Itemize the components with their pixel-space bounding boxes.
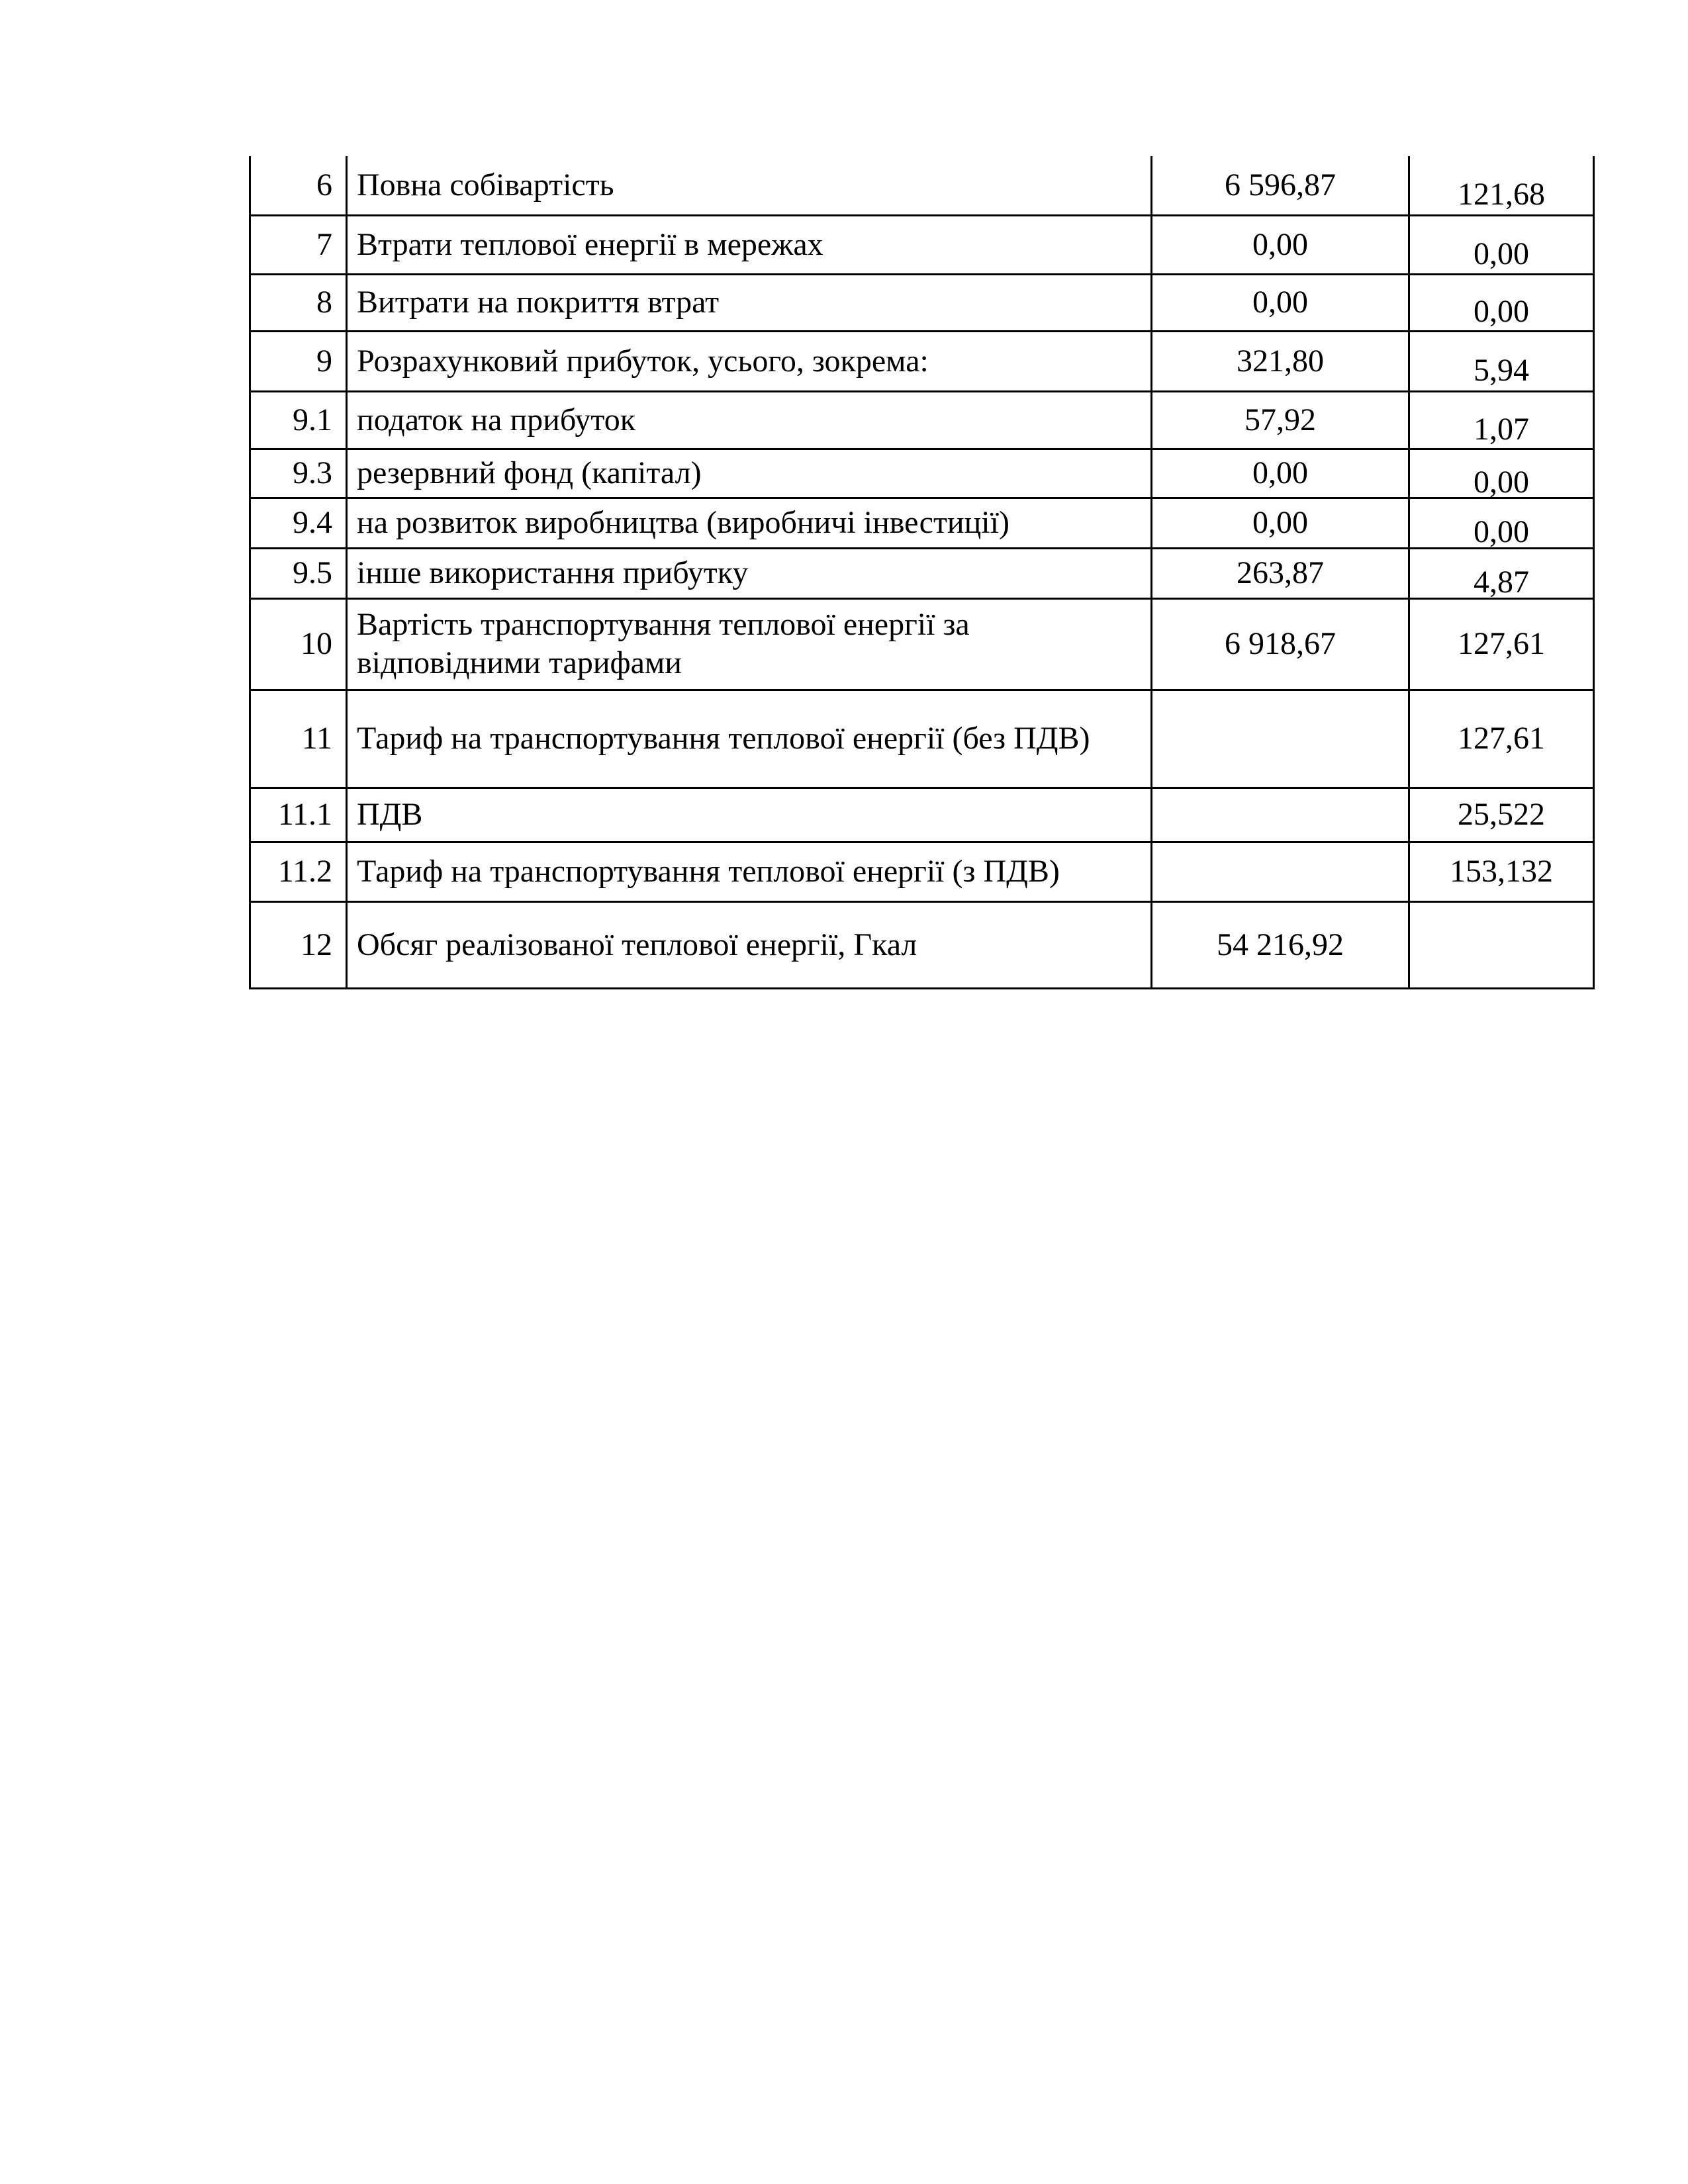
per-unit-value-cell	[1409, 690, 1594, 788]
table-row	[250, 598, 1594, 690]
total-value-cell	[1152, 449, 1409, 498]
row-number-cell	[250, 788, 347, 842]
row-number: 9.1	[293, 402, 332, 437]
row-name-cell	[347, 215, 1152, 274]
tariff-table	[249, 156, 1595, 989]
row-name: Тариф на транспортування теплової енергії (з ПДВ)	[357, 854, 1060, 889]
row-name-cell	[347, 788, 1152, 842]
table-row	[250, 391, 1594, 449]
row-number-cell	[250, 449, 347, 498]
table-row	[250, 548, 1594, 598]
total-value-cell	[1152, 215, 1409, 274]
row-name-cell	[347, 548, 1152, 598]
total-value: 0,00	[1252, 455, 1308, 491]
row-name-cell	[347, 331, 1152, 391]
row-number: 10	[301, 626, 332, 662]
per-unit-value: 4,87	[1474, 565, 1529, 600]
total-value: 0,00	[1252, 285, 1308, 320]
row-name-cell	[347, 156, 1152, 215]
row-number: 12	[301, 927, 332, 962]
row-number-cell	[250, 274, 347, 331]
table-row	[250, 788, 1594, 842]
row-name: на розвиток виробництва (виробничі інвестиції)	[357, 505, 1009, 541]
row-name: Тариф на транспортування теплової енергії (без ПДВ)	[357, 721, 1090, 756]
total-value-cell	[1152, 598, 1409, 690]
row-name: резервний фонд (капітал)	[357, 455, 702, 491]
row-number: 11.2	[277, 854, 332, 889]
row-number: 8	[316, 285, 332, 320]
row-number-cell	[250, 156, 347, 215]
per-unit-value-cell	[1409, 215, 1594, 274]
total-value: 6 918,67	[1225, 626, 1336, 662]
row-number: 9.4	[293, 505, 332, 541]
per-unit-value: 127,61	[1458, 626, 1545, 662]
per-unit-value-cell	[1409, 548, 1594, 598]
total-value: 0,00	[1252, 226, 1308, 262]
total-value: 54 216,92	[1217, 927, 1344, 962]
per-unit-value-cell	[1409, 498, 1594, 548]
row-number-cell	[250, 391, 347, 449]
per-unit-value: 121,68	[1458, 176, 1545, 212]
row-name: Втрати теплової енергії в мережах	[357, 226, 823, 262]
row-name: ПДВ	[357, 797, 423, 833]
per-unit-value-cell	[1409, 391, 1594, 449]
total-value-cell	[1152, 274, 1409, 331]
per-unit-value: 0,00	[1474, 236, 1529, 271]
row-name-cell	[347, 274, 1152, 331]
row-name-cell	[347, 598, 1152, 690]
row-name-cell	[347, 498, 1152, 548]
row-number: 9	[316, 343, 332, 379]
table-row	[250, 690, 1594, 788]
per-unit-value-cell	[1409, 274, 1594, 331]
per-unit-value: 5,94	[1474, 352, 1529, 388]
per-unit-value-cell	[1409, 598, 1594, 690]
row-number-cell	[250, 498, 347, 548]
row-name: Повна собівартість	[357, 167, 614, 203]
row-number-cell	[250, 690, 347, 788]
total-value-cell	[1152, 548, 1409, 598]
table-row	[250, 156, 1594, 215]
row-number-cell	[250, 901, 347, 988]
table-row	[250, 842, 1594, 901]
row-name-cell	[347, 391, 1152, 449]
total-value: 321,80	[1237, 343, 1324, 379]
row-name: податок на прибуток	[357, 402, 636, 437]
per-unit-value: 0,00	[1474, 514, 1529, 550]
per-unit-value: 0,00	[1474, 294, 1529, 330]
row-name-cell	[347, 901, 1152, 988]
table-row	[250, 901, 1594, 988]
per-unit-value: 127,61	[1458, 721, 1545, 756]
total-value-cell	[1152, 842, 1409, 901]
row-name-cell	[347, 842, 1152, 901]
row-number: 11.1	[277, 797, 332, 833]
per-unit-value-cell	[1409, 788, 1594, 842]
row-name: Вартість транспортування теплової енергії за відповідними тарифами	[357, 607, 970, 680]
per-unit-value: 1,07	[1474, 411, 1529, 447]
total-value-cell	[1152, 391, 1409, 449]
per-unit-value: 0,00	[1474, 465, 1529, 500]
total-value-cell	[1152, 690, 1409, 788]
table-row	[250, 331, 1594, 391]
row-name: Розрахунковий прибуток, усього, зокрема:	[357, 343, 929, 379]
per-unit-value: 25,522	[1458, 797, 1545, 833]
per-unit-value: 153,132	[1450, 854, 1553, 889]
total-value-cell	[1152, 788, 1409, 842]
row-number: 7	[316, 226, 332, 262]
row-number: 9.5	[293, 555, 332, 591]
per-unit-value-cell	[1409, 156, 1594, 215]
total-value-cell	[1152, 331, 1409, 391]
row-number-cell	[250, 598, 347, 690]
per-unit-value-cell	[1409, 331, 1594, 391]
per-unit-value-cell	[1409, 901, 1594, 988]
row-name: Витрати на покриття втрат	[357, 285, 720, 320]
row-name: Обсяг реалізованої теплової енергії, Гкал	[357, 927, 917, 962]
table-row	[250, 274, 1594, 331]
row-number: 6	[316, 167, 332, 203]
total-value-cell	[1152, 156, 1409, 215]
total-value-cell	[1152, 498, 1409, 548]
row-number: 11	[301, 721, 332, 756]
total-value: 263,87	[1237, 555, 1324, 591]
row-number: 9.3	[293, 455, 332, 491]
row-name: інше використання прибутку	[357, 555, 749, 591]
total-value: 57,92	[1244, 402, 1316, 437]
row-number-cell	[250, 331, 347, 391]
per-unit-value-cell	[1409, 449, 1594, 498]
per-unit-value-cell	[1409, 842, 1594, 901]
row-name-cell	[347, 690, 1152, 788]
row-number-cell	[250, 548, 347, 598]
total-value: 0,00	[1252, 505, 1308, 541]
row-number-cell	[250, 215, 347, 274]
total-value: 6 596,87	[1225, 167, 1336, 203]
table-row	[250, 449, 1594, 498]
row-number-cell	[250, 842, 347, 901]
total-value-cell	[1152, 901, 1409, 988]
table-row	[250, 215, 1594, 274]
table-row	[250, 498, 1594, 548]
row-name-cell	[347, 449, 1152, 498]
